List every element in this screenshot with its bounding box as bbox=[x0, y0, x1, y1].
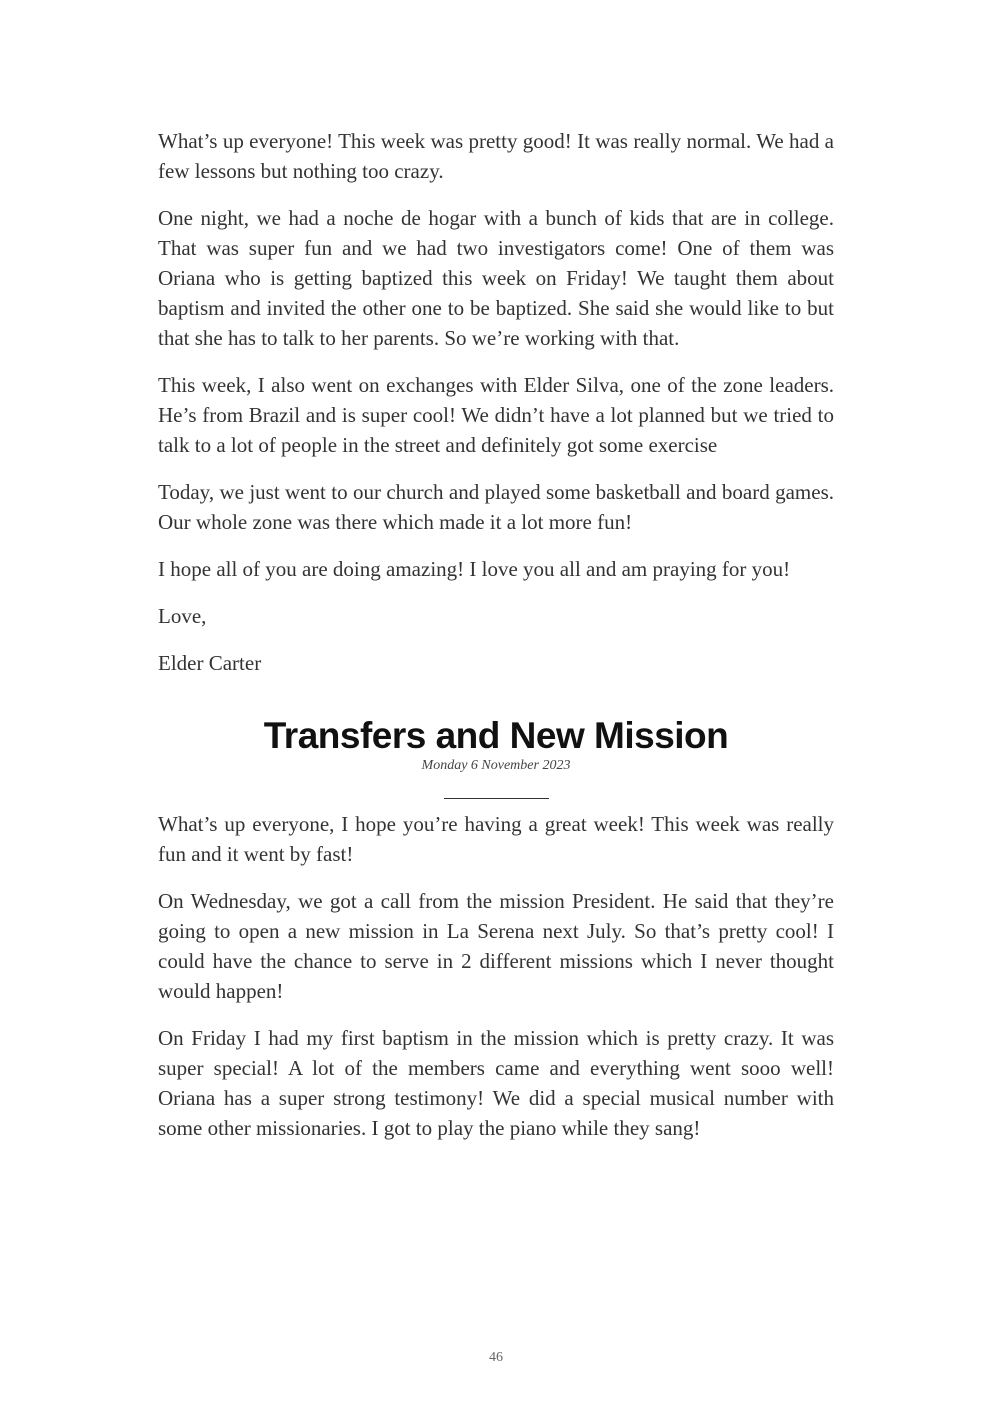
paragraph: Today, we just went to our church and played some basketball and board games. Our whole zone was there which made it a lot more fun! bbox=[158, 480, 834, 534]
paragraph: One night, we had a noche de hogar with a bunch of kids that are in college. That was super fun and we had two investigators come! One of them was Oriana who is getting baptized this week on Friday! We taught them about baptism and invited the other one to be baptized. She said she would like to but that she has to talk to her parents. So we’re working with that. bbox=[158, 206, 834, 350]
section-date: Monday 6 November 2023 bbox=[421, 758, 571, 773]
paragraph: What’s up everyone, I hope you’re having a great week! This week was really fun and it went by fast! bbox=[158, 812, 834, 866]
signature: Elder Carter bbox=[158, 651, 262, 675]
paragraph: On Wednesday, we got a call from the mission President. He said that they’re going to open a new mission in La Serena next July. So that’s pretty cool! I could have the chance to serve in 2 different missions which I never thought would happen! bbox=[158, 889, 834, 1003]
paragraph: This week, I also went on exchanges with Elder Silva, one of the zone leaders. He’s from Brazil and is super cool! We didn’t have a lot planned but we tried to talk to a lot of people in the street and definitely got some exercise bbox=[158, 373, 834, 457]
page-number: 46 bbox=[489, 1350, 503, 1365]
closing: Love, bbox=[158, 604, 207, 628]
paragraph: What’s up everyone! This week was pretty good! It was really normal. We had a few lessons but nothing too crazy. bbox=[158, 129, 834, 183]
page-body bbox=[158, 126, 834, 1160]
paragraph: I hope all of you are doing amazing! I love you all and am praying for you! bbox=[158, 557, 791, 581]
section-transfers-new-mission bbox=[158, 714, 834, 1143]
divider bbox=[444, 798, 549, 799]
paragraph: On Friday I had my first baptism in the mission which is pretty crazy. It was super special! A lot of the members came and everything went sooo well! Oriana has a super strong testimony! We did a special musical number with some other missionaries. I got to play the piano while they sang! bbox=[158, 1026, 834, 1140]
letter-previous-week bbox=[158, 126, 834, 678]
section-title: Transfers and New Mission bbox=[263, 715, 729, 756]
